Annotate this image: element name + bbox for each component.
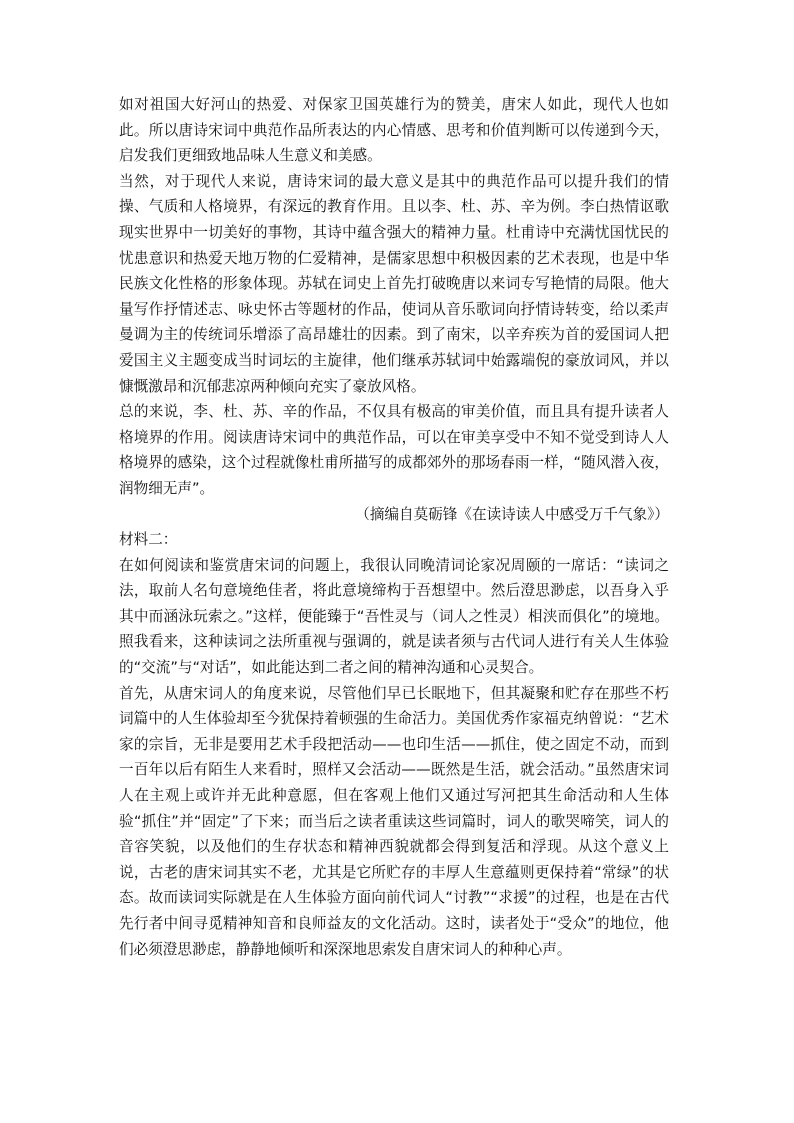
paragraph-li-du-su-xin: 当然，对于现代人来说，唐诗宋词的最大意义是其中的典范作品可以提升我们的情操、气质和人格境界，有深远的教育作用。且以李、杜、苏、辛为例。李白热情讴歌现实世界中一切美好的事物，其诗中蕴含强大的精神力量。杜甫诗中充满忧国忧民的忧患意识和热爱天地万物的仁爱精神，是儒家思想中积极因素的艺术表现，也是中华民族文化性格的形象体现。苏轼在词史上首先打破晚唐以来词专写艳情的局限。他大量写作抒情述志、咏史怀古等题材的作品，使词从音乐歌词向抒情诗转变，给以柔声曼调为主的传统词乐增添了高昂雄壮的因素。到了南宋，以辛弃疾为首的爱国词人把爱国主义主题变成当时词坛的主旋律，他们继承苏轼词中始露端倪的豪放词风，并以慷慨激昂和沉郁悲凉两种倾向充实了豪放风格。 <box>119 172 669 395</box>
paragraph-intro: 如对祖国大好河山的热爱、对保家卫国英雄行为的赞美，唐宋人如此，现代人也如此。所以唐诗宋词中典范作品所表达的内心情感、思考和价值判断可以传递到今天，启发我们更细致地品味人生意义和美感。 <box>119 96 669 165</box>
source-citation: （摘编自莫砺锋《在读诗读人中感受万千气象》） <box>355 505 669 523</box>
paragraph-reading-method: 在如何阅读和鉴赏唐宋词的问题上，我很认同晚清词论家况周颐的一席话：“读词之法，取前人名句意境绝佳者，将此意境缔构于吾想望中。然后澄思渺虑，以吾身入乎其中而涵泳玩索之。”这样，便能臻于“吾性灵与（词人之性灵）相浃而俱化”的境地。照我看来，这种读词之法所重视与强调的，就是读者须与古代词人进行有关人生体验的“交流”与“对话”，如此能达到二者之间的精神沟通和心灵契合。 <box>119 556 669 677</box>
section-heading: 材料二： <box>119 531 178 549</box>
paragraph-summary: 总的来说，李、杜、苏、辛的作品，不仅具有极高的审美价值，而且具有提升读者人格境界的作用。阅读唐诗宋词中的典范作品，可以在审美享受中不知不觉受到诗人人格境界的感染，这个过程就像杜甫所描写的成都郊外的那场春雨一样，“随风潜入夜，润物细无声”。 <box>119 403 669 497</box>
document-page <box>119 92 669 962</box>
paragraph-first-point: 首先，从唐宋词人的角度来说，尽管他们早已长眠地下，但其凝聚和贮存在那些不朽词篇中的人生体验却至今犹保持着顿强的生命活力。美国优秀作家福克纳曾说：“艺术家的宗旨，无非是要用艺术手段把活动——也印生活——抓住，使之固定不动，而到一百年以后有陌生人来看时，照样又会活动——既然是生活，就会活动。”虽然唐宋词人在主观上或许并无此种意愿，但在客观上他们又通过写河把其生命活动和人生体验“抓住”并“固定”了下来；而当后之读者重读这些词篇时，词人的歌哭啼笑，词人的音容笑貌，以及他们的生存状态和精神西貌就都会得到复活和浮现。从这个意义上说，古老的唐宋词其实不老，尤其是它所贮存的丰厚人生意蕴则更保持着“常绿”的状态。故而读词实际就是在人生体验方面向前代词人“讨教”“求援”的过程，也是在古代先行者中间寻觅精神知音和良师益友的文化活动。这时，读者处于“受众”的地位，他们必须澄思渺虑，静静地倾听和深深地思索发自唐宋词人的种种心声。 <box>119 684 669 958</box>
